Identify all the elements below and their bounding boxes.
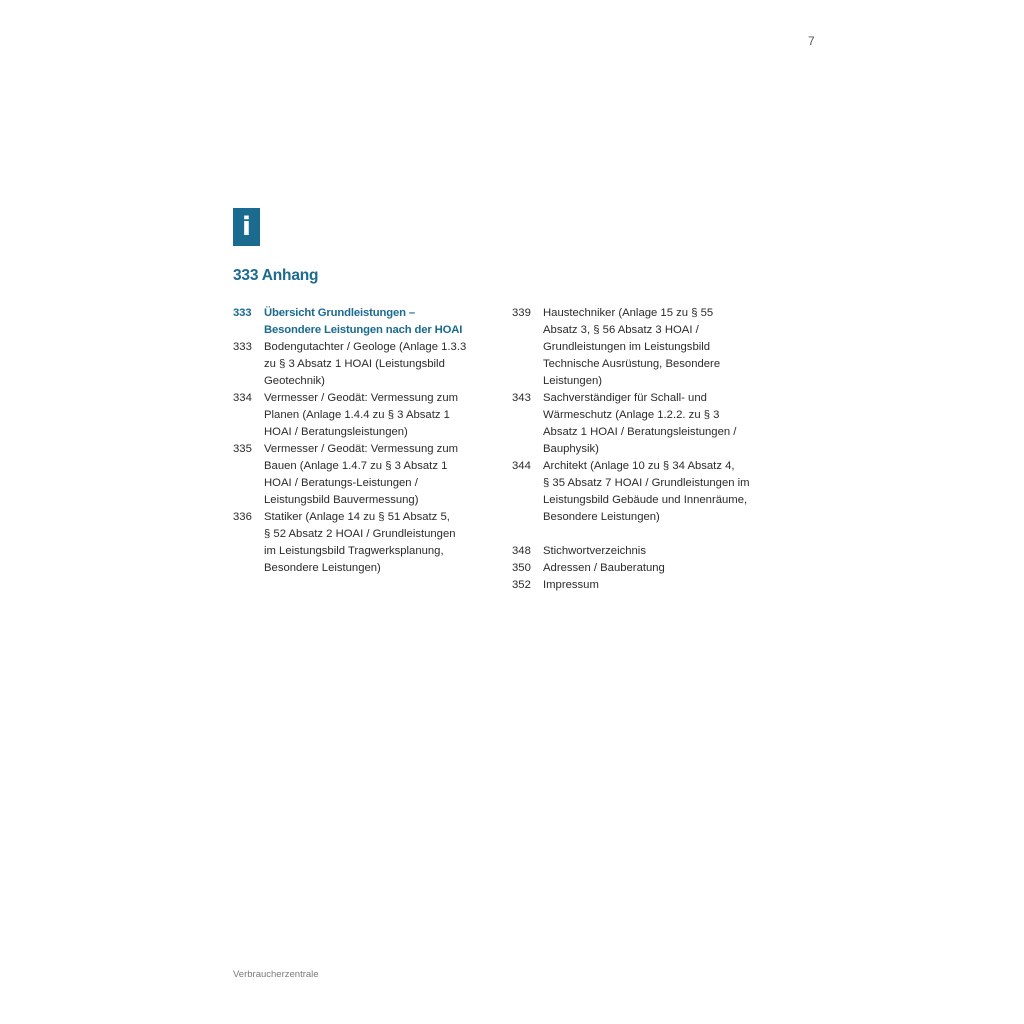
toc-entry[interactable] [233,390,483,441]
toc-entry-title: Stichwortverzeichnis [543,545,646,557]
toc-entry-title: Vermesser / Geodät: Vermessung zum Bauen (Anlage 1.4.7 zu § 3 Absatz 1 HOAI / Beratungs-Leistungen / Leistungsbild Bauvermessung) [264,443,459,506]
toc-entry-page: 344 [512,460,531,472]
toc-entry[interactable] [512,458,772,526]
toc-entry[interactable] [233,339,483,390]
toc-entry[interactable] [512,390,772,458]
toc-entry-title: Übersicht Grundleistungen – Besondere Leistungen nach der HOAI [264,307,463,336]
toc-entry[interactable] [233,509,483,577]
toc-entry[interactable] [512,543,772,560]
toc-right-column [512,305,772,594]
toc-entry-title: Haustechniker (Anlage 15 zu § 55 Absatz 3, § 56 Absatz 3 HOAI / Grundleistungen im Leistungsbild Technische Ausrüstung, Besondere Leistungen) [543,307,721,387]
toc-entry-title: Statiker (Anlage 14 zu § 51 Absatz 5, § 52 Absatz 2 HOAI / Grundleistungen im Leistungsbild Tragwerksplanung, Besondere Leistungen) [264,511,456,574]
toc-entry-page: 335 [233,443,252,455]
toc-entry-page: 336 [233,511,252,523]
toc-entry[interactable] [233,441,483,509]
toc-entry-title: Sachverständiger für Schall- und Wärmeschutz (Anlage 1.2.2. zu § 3 Absatz 1 HOAI / Beratungsleistungen / Bauphysik) [543,392,737,455]
toc-entry-page: 339 [512,307,531,319]
toc-entry-page: 350 [512,562,531,574]
toc-entry[interactable] [512,305,772,390]
toc-entry-page: 333 [233,341,252,353]
section-title: 333 Anhang [233,267,319,284]
toc-entry-title: Adressen / Bauberatung [543,562,665,574]
toc-left-column [233,305,483,577]
footer-publisher: Verbraucherzentrale [233,969,319,980]
toc-entry-title: Vermesser / Geodät: Vermessung zum Planen (Anlage 1.4.4 zu § 3 Absatz 1 HOAI / Beratungsleistungen) [264,392,459,438]
toc-entry[interactable] [233,305,483,339]
toc-entry[interactable] [512,560,772,577]
toc-entry-page: 343 [512,392,531,404]
toc-entry-title: Architekt (Anlage 10 zu § 34 Absatz 4, § 35 Absatz 7 HOAI / Grundleistungen im Leistungsbild Gebäude und Innenräume, Besondere Leistungen) [543,460,750,523]
toc-entry-title: Impressum [543,579,599,591]
toc-entry-page: 334 [233,392,252,404]
toc-entry-page: 348 [512,545,531,557]
toc-entry[interactable] [512,577,772,594]
toc-entry-page: 333 [233,307,252,319]
toc-entry-page: 352 [512,579,531,591]
info-icon: i [233,208,260,246]
page-number: 7 [808,34,815,48]
toc-entry-title: Bodengutachter / Geologe (Anlage 1.3.3 zu § 3 Absatz 1 HOAI (Leistungsbild Geotechnik) [264,341,467,387]
